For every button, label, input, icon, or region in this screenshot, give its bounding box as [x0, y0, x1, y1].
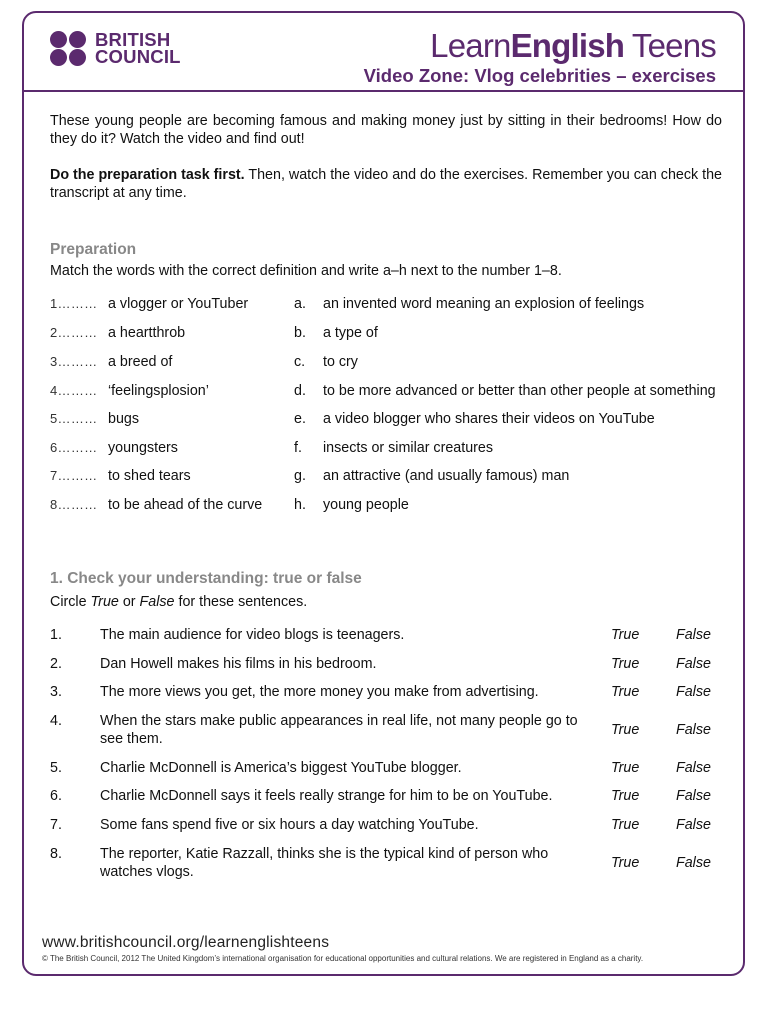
statement-number: 2. — [50, 656, 62, 672]
match-number-blank[interactable]: 3……… — [50, 354, 98, 369]
match-letter: h. — [294, 497, 306, 513]
exercise1-instruction — [50, 594, 307, 610]
true-false-row — [50, 683, 722, 701]
learnenglish-teens-brand — [430, 27, 716, 65]
match-row — [50, 497, 730, 517]
instr-or: or — [118, 594, 140, 610]
false-option[interactable]: False — [676, 656, 711, 672]
match-number-blank[interactable]: 7……… — [50, 468, 98, 483]
true-false-row — [50, 816, 722, 834]
brand-teens: Teens — [624, 27, 716, 64]
instr-post: for these sentences. — [174, 594, 308, 610]
statement-number: 3. — [50, 684, 62, 700]
match-number-blank[interactable]: 5……… — [50, 411, 98, 426]
false-option[interactable]: False — [676, 722, 711, 738]
exercise1-heading: 1. Check your understanding: true or false — [50, 570, 362, 587]
header-divider — [22, 90, 745, 92]
logo-line-1: BRITISH — [95, 29, 171, 50]
true-false-row — [50, 845, 722, 881]
brand-english: English — [510, 27, 625, 64]
match-letter: b. — [294, 325, 306, 341]
true-false-row — [50, 712, 722, 748]
false-option[interactable]: False — [676, 760, 711, 776]
true-option[interactable]: True — [611, 788, 640, 804]
statement-number: 8. — [50, 846, 62, 862]
logo-dots-icon — [50, 31, 90, 67]
true-false-row — [50, 626, 722, 644]
match-word: to shed tears — [108, 468, 191, 484]
match-number-blank[interactable]: 8……… — [50, 497, 98, 512]
statement-text: Dan Howell makes his films in his bedroom. — [100, 656, 377, 672]
true-false-row — [50, 655, 722, 673]
statement-number: 6. — [50, 788, 62, 804]
match-word: youngsters — [108, 440, 178, 456]
match-definition: to cry — [323, 354, 358, 370]
true-option[interactable]: True — [611, 627, 640, 643]
match-word: a breed of — [108, 354, 173, 370]
footer-url[interactable]: www.britishcouncil.org/learnenglishteens — [42, 934, 330, 951]
true-option[interactable]: True — [611, 760, 640, 776]
match-letter: f. — [294, 440, 302, 456]
statement-text: Charlie McDonnell is America’s biggest YouTube blogger. — [100, 760, 462, 776]
statement-text: Charlie McDonnell says it feels really strange for him to be on YouTube. — [100, 788, 553, 804]
brand-learn: Learn — [430, 27, 511, 64]
match-row — [50, 383, 730, 403]
instr-pre: Circle — [50, 594, 91, 610]
instr-false: False — [139, 594, 175, 610]
true-option[interactable]: True — [611, 855, 640, 871]
false-option[interactable]: False — [676, 788, 711, 804]
statement-number: 4. — [50, 713, 62, 729]
intro-paragraph: These young people are becoming famous and making money just by sitting in their bedrooms! How do they do it? Watch the video and find out! — [50, 113, 722, 147]
statement-number: 5. — [50, 760, 62, 776]
match-number-blank[interactable]: 2……… — [50, 325, 98, 340]
match-definition: insects or similar creatures — [323, 440, 494, 456]
false-option[interactable]: False — [676, 855, 711, 871]
statement-text: The main audience for video blogs is teenagers. — [100, 627, 405, 643]
match-number-blank[interactable]: 1……… — [50, 296, 98, 311]
true-option[interactable]: True — [611, 656, 640, 672]
preparation-heading: Preparation — [50, 241, 137, 258]
true-option[interactable]: True — [611, 684, 640, 700]
statement-text: The reporter, Katie Razzall, thinks she is the typical kind of person who watches vlogs. — [100, 846, 549, 880]
false-option[interactable]: False — [676, 817, 711, 833]
true-false-row — [50, 759, 722, 777]
match-word: ‘feelingsplosion’ — [108, 383, 209, 399]
preparation-instruction: Match the words with the correct definition and write a–h next to the number 1–8. — [50, 263, 562, 279]
true-false-row — [50, 787, 722, 805]
british-council-logo — [50, 31, 181, 67]
instr-true: True — [90, 594, 119, 610]
match-row — [50, 468, 730, 488]
logo-line-2: COUNCIL — [95, 46, 181, 67]
match-row — [50, 296, 730, 316]
statement-text: Some fans spend five or six hours a day watching YouTube. — [100, 817, 479, 833]
document-title: Video Zone: Vlog celebrities – exercises — [363, 65, 716, 86]
footer-copyright: © The British Council, 2012 The United Kingdom’s international organisation for educational opportunities and cultural relations. We are registered in England as a charity. — [42, 954, 644, 963]
match-row — [50, 411, 730, 431]
instructions-bold-lead: Do the preparation task first. — [50, 167, 245, 183]
match-row — [50, 325, 730, 345]
match-letter: d. — [294, 383, 306, 399]
match-word: to be ahead of the curve — [108, 497, 263, 513]
false-option[interactable]: False — [676, 627, 711, 643]
statement-text: When the stars make public appearances in real life, not many people go to see them. — [100, 713, 578, 747]
match-definition: an attractive (and usually famous) man — [323, 468, 570, 484]
match-definition: a video blogger who shares their videos on YouTube — [323, 411, 655, 427]
match-definition: an invented word meaning an explosion of feelings — [323, 296, 645, 312]
match-letter: e. — [294, 411, 306, 427]
match-letter: c. — [294, 354, 306, 370]
match-definition: a type of — [323, 325, 378, 341]
true-option[interactable]: True — [611, 817, 640, 833]
match-word: a heartthrob — [108, 325, 186, 341]
match-letter: g. — [294, 468, 306, 484]
statement-number: 7. — [50, 817, 62, 833]
match-definition: to be more advanced or better than other people at something — [323, 383, 716, 399]
instructions-rest: Then, watch the video and do the exercises. Remember you can check the transcript at any time. — [50, 167, 723, 201]
match-word: a vlogger or YouTuber — [108, 296, 249, 312]
match-number-blank[interactable]: 4……… — [50, 383, 98, 398]
match-number-blank[interactable]: 6……… — [50, 440, 98, 455]
false-option[interactable]: False — [676, 684, 711, 700]
true-option[interactable]: True — [611, 722, 640, 738]
match-row — [50, 354, 730, 374]
statement-number: 1. — [50, 627, 62, 643]
match-row — [50, 440, 730, 460]
instructions-paragraph — [50, 166, 722, 202]
match-definition: young people — [323, 497, 409, 513]
statement-text: The more views you get, the more money you make from advertising. — [100, 684, 539, 700]
match-letter: a. — [294, 296, 306, 312]
match-word: bugs — [108, 411, 140, 427]
